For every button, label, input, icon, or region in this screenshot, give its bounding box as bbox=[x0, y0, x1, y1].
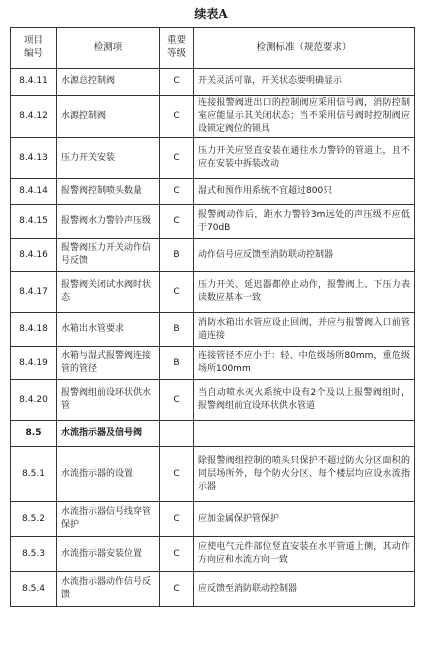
cell-level: C bbox=[160, 537, 194, 572]
table-section-row bbox=[11, 421, 415, 447]
cell-code: 8.4.19 bbox=[11, 347, 57, 380]
cell-standard: 压力开关应竖直安装在通往水力警铃的管道上，且不应在安装中拆装改动 bbox=[194, 138, 415, 179]
table-row bbox=[11, 313, 415, 347]
cell-item: 报警阀控制喷头数量 bbox=[57, 179, 160, 205]
cell-standard: 压力开关、延迟器都停止动作，报警阀上、下压力表读数应基本一致 bbox=[194, 272, 415, 313]
cell-item: 报警阀组前设环状供水管 bbox=[57, 380, 160, 421]
cell-item: 报警阀压力开关动作信号反馈 bbox=[57, 239, 160, 272]
cell-code: 8.4.20 bbox=[11, 380, 57, 421]
cell-level: C bbox=[160, 179, 194, 205]
cell-item: 水流指示器的设置 bbox=[57, 447, 160, 502]
cell-standard: 报警阀动作后，距水力警铃3m远处的声压级不应低于70dB bbox=[194, 205, 415, 239]
cell-item: 水箱与湿式报警阀连接管的管径 bbox=[57, 347, 160, 380]
cell-item: 水源控制阀 bbox=[57, 96, 160, 138]
cell-code: 8.5 bbox=[11, 421, 57, 447]
table-row bbox=[11, 347, 415, 380]
table-row bbox=[11, 502, 415, 537]
cell-code: 8.4.12 bbox=[11, 96, 57, 138]
header-item: 检测项 bbox=[57, 28, 160, 69]
header-code: 项目 编号 bbox=[11, 28, 57, 69]
cell-standard: 连接报警阀进出口的控制阀应采用信号阀，消防控制室应能显示其关闭状态；当不采用信号阀时控制阀应设锁定阀位的锁具 bbox=[194, 96, 415, 138]
table-row bbox=[11, 69, 415, 96]
cell-standard: 除报警阀组控制的喷头只保护不超过防火分区面积的同层场所外，每个防火分区、每个楼层均应设水流指示器 bbox=[194, 447, 415, 502]
cell-level: C bbox=[160, 69, 194, 96]
cell-level: C bbox=[160, 502, 194, 537]
cell-item: 报警阀水力警铃声压级 bbox=[57, 205, 160, 239]
table-row bbox=[11, 96, 415, 138]
cell-level: C bbox=[160, 272, 194, 313]
cell-standard: 湿式和预作用系统不宜超过800只 bbox=[194, 179, 415, 205]
cell-code: 8.5.1 bbox=[11, 447, 57, 502]
cell-code: 8.4.13 bbox=[11, 138, 57, 179]
cell-item: 压力开关安装 bbox=[57, 138, 160, 179]
cell-item: 水流指示器及信号阀 bbox=[57, 421, 160, 447]
cell-standard: 消防水箱出水管应设止回阀，并应与报警阀入口前管道连接 bbox=[194, 313, 415, 347]
cell-standard: 应加金属保护管保护 bbox=[194, 502, 415, 537]
cell-item: 水流指示器动作信号反馈 bbox=[57, 572, 160, 607]
cell-level: C bbox=[160, 96, 194, 138]
table-header-row bbox=[11, 28, 415, 69]
cell-standard: 应使电气元件部位竖直安装在水平管道上侧，其动作方向应和水流方向一致 bbox=[194, 537, 415, 572]
table-row bbox=[11, 447, 415, 502]
cell-standard: 应反馈至消防联动控制器 bbox=[194, 572, 415, 607]
cell-code: 8.5.2 bbox=[11, 502, 57, 537]
table-row bbox=[11, 272, 415, 313]
table-body bbox=[11, 69, 415, 607]
inspection-table bbox=[10, 27, 415, 607]
cell-standard: 当自动喷水灭火系统中设有2个及以上报警阀组时，报警阀组前宜设环状供水管道 bbox=[194, 380, 415, 421]
cell-level: B bbox=[160, 313, 194, 347]
table-row bbox=[11, 572, 415, 607]
cell-code: 8.4.14 bbox=[11, 179, 57, 205]
cell-level: B bbox=[160, 239, 194, 272]
cell-code: 8.5.3 bbox=[11, 537, 57, 572]
table-caption: 续表A bbox=[194, 7, 228, 21]
cell-item: 水源总控制阀 bbox=[57, 69, 160, 96]
cell-code: 8.4.15 bbox=[11, 205, 57, 239]
cell-level: B bbox=[160, 347, 194, 380]
cell-level: C bbox=[160, 572, 194, 607]
cell-item: 水流指示器安装位置 bbox=[57, 537, 160, 572]
table-row bbox=[11, 138, 415, 179]
table-row bbox=[11, 205, 415, 239]
cell-code: 8.4.17 bbox=[11, 272, 57, 313]
cell-item: 水箱出水管要求 bbox=[57, 313, 160, 347]
cell-code: 8.5.4 bbox=[11, 572, 57, 607]
cell-code: 8.4.18 bbox=[11, 313, 57, 347]
cell-code: 8.4.16 bbox=[11, 239, 57, 272]
cell-standard: 开关灵活可靠，开关状态要明确显示 bbox=[194, 69, 415, 96]
cell-level: C bbox=[160, 205, 194, 239]
header-level: 重要 等级 bbox=[160, 28, 194, 69]
cell-level bbox=[160, 421, 194, 447]
cell-code: 8.4.11 bbox=[11, 69, 57, 96]
cell-level: C bbox=[160, 380, 194, 421]
cell-standard bbox=[194, 421, 415, 447]
cell-level: C bbox=[160, 138, 194, 179]
table-row bbox=[11, 179, 415, 205]
cell-item: 报警阀关闭试水阀时状态 bbox=[57, 272, 160, 313]
cell-item: 水流指示器信号线穿管保护 bbox=[57, 502, 160, 537]
table-row bbox=[11, 537, 415, 572]
table-row bbox=[11, 239, 415, 272]
cell-standard: 连接管径不应小于：轻、中危级场所80mm，重危级场所100mm bbox=[194, 347, 415, 380]
table-row bbox=[11, 380, 415, 421]
header-standard: 检测标准（规范要求） bbox=[194, 28, 415, 69]
cell-level: C bbox=[160, 447, 194, 502]
cell-standard: 动作信号应反馈至消防联动控制器 bbox=[194, 239, 415, 272]
